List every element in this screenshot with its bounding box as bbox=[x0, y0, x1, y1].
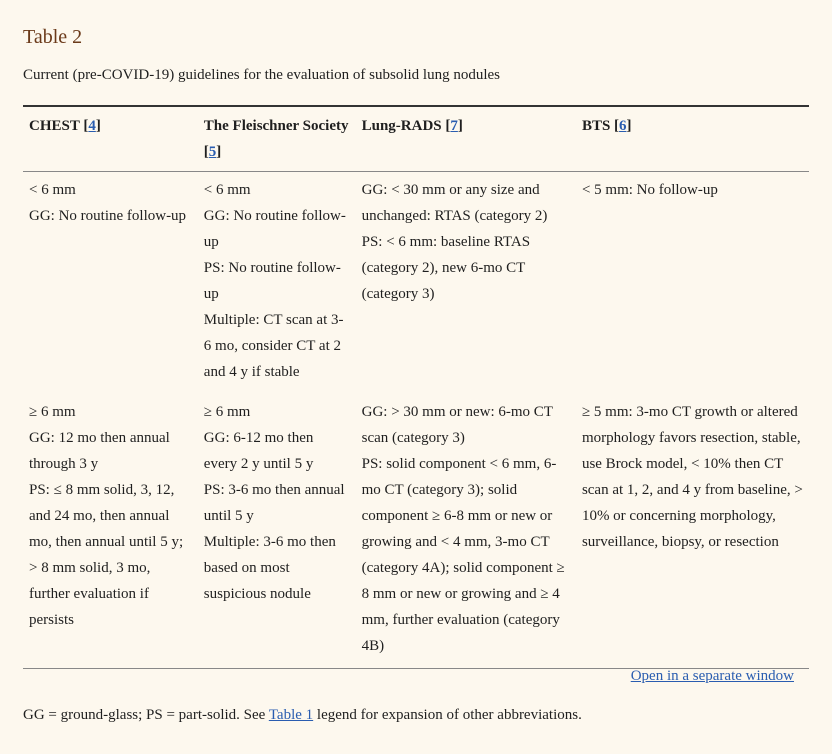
header-fleischner: The Fleischner Society [5] bbox=[203, 118, 349, 160]
table-cell: < 6 mm GG: No routine follow-up bbox=[29, 182, 187, 224]
table-cell: GG: > 30 mm or new: 6-mo CT scan (category 3) PS: solid component < 6 mm, 6-mo CT (category 3); solid component ≥ 6-8 mm or new or growing and < 4 mm, 3-mo CT (category 4A); solid component ≥ 8 mm or new or growing and ≥ 4 mm, further evaluation (category 4B) bbox=[361, 404, 565, 654]
table-cell: < 6 mm GG: No routine follow-up PS: No routine follow-up Multiple: CT scan at 3-6 mo, consider CT at 2 and 4 y if stable bbox=[203, 182, 346, 380]
guidelines-table bbox=[23, 105, 809, 669]
table-cell: ≥ 6 mm GG: 6-12 mo then every 2 y until 5 y PS: 3-6 mo then annual until 5 y Multiple: 3-6 mo then based on most suspicious nodule bbox=[203, 404, 345, 602]
ref-link-7[interactable]: 7 bbox=[450, 118, 458, 134]
ref-link-5[interactable]: 5 bbox=[208, 144, 217, 160]
table-cell: GG: < 30 mm or any size and unchanged: RTAS (category 2) PS: < 6 mm: baseline RTAS (category 2), new 6-mo CT (category 3) bbox=[361, 182, 548, 302]
open-in-separate-window-link[interactable]: Open in a separate window bbox=[630, 668, 794, 684]
header-bts: BTS [6] bbox=[581, 118, 632, 134]
table-1-link[interactable]: Table 1 bbox=[268, 707, 314, 723]
table-row bbox=[23, 394, 809, 669]
table-title: Table 2 bbox=[23, 26, 83, 48]
table-row bbox=[23, 172, 809, 395]
table-caption: Current (pre-COVID-19) guidelines for the evaluation of subsolid lung nodules bbox=[23, 67, 500, 83]
table-footnote: GG = ground-glass; PS = part-solid. See Table 1 legend for expansion of other abbreviations. bbox=[23, 707, 582, 723]
table-cell: < 5 mm: No follow-up bbox=[581, 182, 718, 198]
header-row bbox=[23, 106, 809, 172]
ref-link-4[interactable]: 4 bbox=[88, 118, 96, 134]
table-cell: ≥ 5 mm: 3-mo CT growth or altered morphology favors resection, stable, use Brock model, < 10% then CT scan at 1, 2, and 4 y from baseline, > 10% or concerning morphology, surveillance, biopsy, or resection bbox=[581, 404, 803, 550]
table-cell: ≥ 6 mm GG: 12 mo then annual through 3 y PS: ≤ 8 mm solid, 3, 12, and 24 mo, then annual mo, then annual until 5 y; > 8 mm solid, 3 mo, further evaluation if persists bbox=[29, 404, 184, 628]
header-lung-rads: Lung-RADS [7] bbox=[361, 118, 463, 134]
header-chest: CHEST [4] bbox=[29, 118, 101, 134]
ref-link-6[interactable]: 6 bbox=[619, 118, 627, 134]
